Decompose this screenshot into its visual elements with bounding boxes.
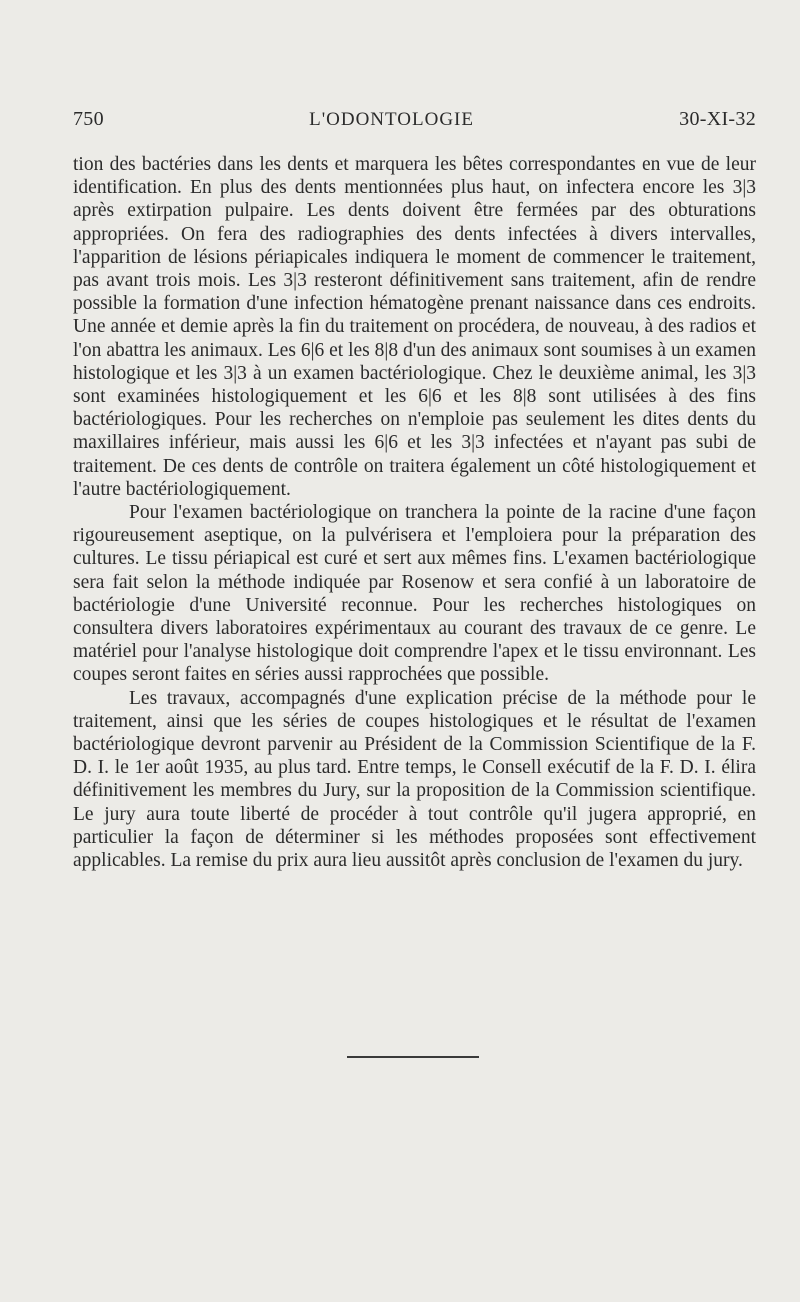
paragraph: Les travaux, accompagnés d'une explication précise de la méthode pour le traitement, ainsi que les séries de coupes histologiques et le résultat de l'examen bactériologique devront parvenir au Président de la Commission Scientifique de la F. D. I. le 1er août 1935, au plus tard. Entre temps, le Consell exécutif de la F. D. I. élira définitivement les membres du Jury, sur la proposition de la Commission scientifique. Le jury aura toute liberté de procéder à tout contrôle qu'il jugera approprié, en particulier la façon de déterminer si les méthodes proposées sont effectivement applicables. La remise du prix aura lieu aussitôt après conclusion de l'examen du jury.: [73, 687, 756, 872]
running-header: [73, 108, 756, 131]
journal-title: L'ODONTOLOGIE: [309, 109, 474, 130]
section-divider: [347, 1056, 479, 1058]
paragraph: tion des bactéries dans les dents et marquera les bêtes correspondantes en vue de leur identification. En plus des dents mentionnées plus haut, on infectera encore les 3|3 après extirpation pulpaire. Les dents doivent être fermées par des obturations appropriées. On fera des radiographies des dents infectées à divers intervalles, l'apparition de lésions périapicales indiquera le moment de commencer le traitement, pas avant trois mois. Les 3|3 resteront définitivement sans traitement, afin de rendre possible la formation d'une infection hématogène prenant naissance dans ces endroits. Une année et demie après la fin du traitement on procédera, de nouveau, à des radios et l'on abattra les animaux. Les 6|6 et les 8|8 d'un des animaux sont soumises à un examen histologique et les 3|3 à un examen bactériologique. Chez le deuxième animal, les 3|3 sont examinées histologiquement et les 6|6 et les 8|8 sont utilisées à des fins bactériologiques. Pour les recherches on n'emploie pas seulement les dites dents du maxillaires inférieur, mais aussi les 6|6 et les 3|3 infectées et n'ayant pas subi de traitement. De ces dents de contrôle on traitera également un côté histologiquement et l'autre bactériologiquement.: [73, 154, 756, 500]
article-body: [73, 153, 756, 872]
page-number: 750: [73, 108, 104, 130]
page: [73, 108, 756, 872]
paragraph: Pour l'examen bactériologique on tranchera la pointe de la racine d'une façon rigoureusement aseptique, on la pulvérisera et l'emploiera pour la préparation des cultures. Le tissu périapical est curé et sert aux mêmes fins. L'examen bactériologique sera fait selon la méthode indiquée par Rosenow et sera confié à un laboratoire de bactériologie d'une Université reconnue. Pour les recherches histologiques on consultera divers laboratoires expérimentaux au courant des travaux de ce genre. Le matériel pour l'analyse histologique doit comprendre l'apex et le tissu environnant. Les coupes seront faites en séries aussi rapprochées que possible.: [73, 502, 756, 686]
issue-date: 30-XI-32: [679, 108, 756, 130]
